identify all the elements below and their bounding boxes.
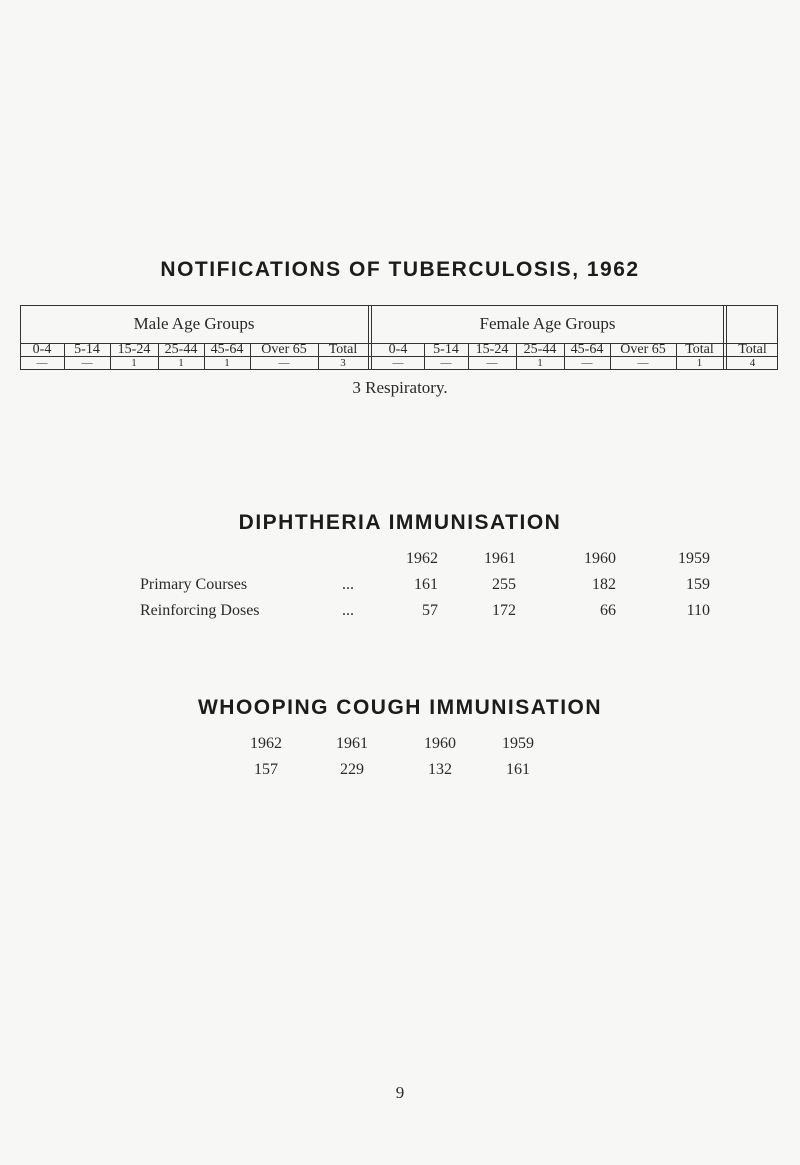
whooping-year-1960: 1960: [424, 735, 456, 752]
tuberculosis-table: [20, 305, 778, 370]
male-header-5-14: 5-14: [74, 341, 100, 357]
primary-courses-1961: 255: [492, 576, 516, 593]
diphtheria-year-1960: 1960: [584, 550, 616, 567]
page-number: 9: [395, 1083, 405, 1102]
female-value-15-24: —: [486, 356, 498, 369]
diphtheria-year-1959: 1959: [678, 550, 710, 567]
primary-courses-1959: 159: [686, 576, 710, 593]
reinforcing-doses-label: Reinforcing Doses: [140, 602, 260, 619]
male-header-0-4: 0-4: [32, 341, 52, 357]
male-value-45-64: 1: [224, 356, 230, 369]
female-header-over-65: Over 65: [620, 341, 666, 357]
whooping-year-1959: 1959: [502, 735, 534, 752]
primary-courses-1960: 182: [592, 576, 616, 593]
male-value-total: 3: [340, 356, 346, 369]
male-value-25-44: 1: [178, 356, 184, 369]
female-value-total: 1: [696, 356, 703, 369]
whooping-cough-table: [0, 735, 800, 785]
whooping-value-1962: 157: [254, 761, 278, 778]
male-header-25-44: 25-44: [164, 341, 198, 357]
male-value-15-24: 1: [131, 356, 137, 369]
male-group-heading: Male Age Groups: [133, 314, 255, 333]
primary-courses-1962: 161: [414, 576, 438, 593]
female-header-25-44: 25-44: [523, 341, 557, 357]
primary-courses-label: Primary Courses: [140, 576, 248, 593]
male-value-0-4: —: [36, 356, 48, 369]
reinforcing-doses-dots: ...: [342, 602, 354, 619]
male-header-45-64: 45-64: [210, 341, 244, 357]
diphtheria-table: [0, 550, 800, 640]
whooping-value-1961: 229: [340, 761, 364, 778]
male-value-5-14: —: [81, 356, 93, 369]
female-value-45-64: —: [581, 356, 593, 369]
female-header-total: Total: [685, 341, 714, 357]
male-header-15-24: 15-24: [117, 341, 151, 357]
primary-courses-dots: ...: [342, 576, 354, 593]
reinforcing-doses-1961: 172: [492, 602, 516, 619]
whooping-value-1959: 161: [506, 761, 530, 778]
female-header-0-4: 0-4: [388, 341, 408, 357]
whooping-value-1960: 132: [428, 761, 452, 778]
reinforcing-doses-1960: 66: [600, 602, 616, 619]
female-value-25-44: 1: [537, 356, 543, 369]
female-header-15-24: 15-24: [475, 341, 509, 357]
group-separator-male-female: [368, 305, 369, 370]
whooping-year-1962: 1962: [250, 735, 282, 752]
male-header-over-65: Over 65: [261, 341, 307, 357]
female-header-45-64: 45-64: [570, 341, 604, 357]
female-value-0-4: —: [392, 356, 404, 369]
male-value-over-65: —: [278, 356, 290, 369]
reinforcing-doses-1962: 57: [422, 602, 438, 619]
whooping-year-1961: 1961: [336, 735, 368, 752]
female-value-over-65: —: [637, 356, 649, 369]
female-group-heading: Female Age Groups: [479, 314, 616, 333]
grand-total-value: 4: [749, 356, 756, 369]
whooping-cough-title: WHOOPING COUGH IMMUNISATION: [197, 696, 603, 719]
reinforcing-doses-1959: 110: [686, 602, 710, 619]
diphtheria-title: DIPHTHERIA IMMUNISATION: [238, 511, 562, 534]
tuberculosis-title: NOTIFICATIONS OF TUBERCULOSIS, 1962: [160, 258, 640, 281]
female-header-5-14: 5-14: [433, 341, 459, 357]
female-value-5-14: —: [440, 356, 452, 369]
group-separator-female-total: [723, 305, 724, 370]
grand-total-header: Total: [738, 341, 767, 357]
diphtheria-year-1961: 1961: [484, 550, 516, 567]
respiratory-note: 3 Respiratory.: [352, 378, 448, 397]
male-header-total: Total: [328, 341, 358, 357]
table-bottom-line: [20, 369, 778, 370]
diphtheria-year-1962: 1962: [406, 550, 438, 567]
